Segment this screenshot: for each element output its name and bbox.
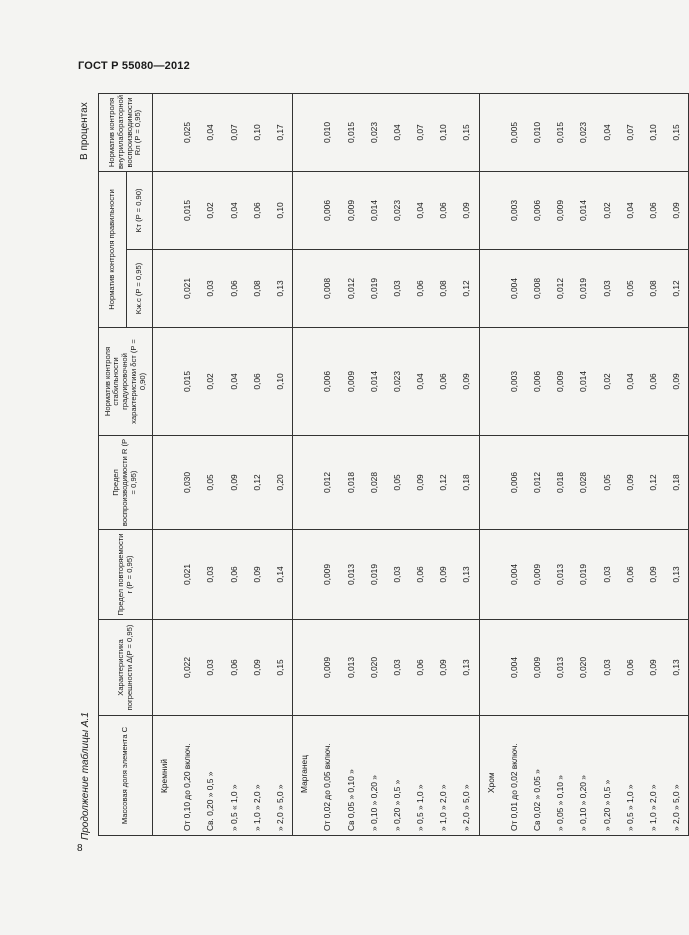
table-value: 0,010 — [322, 122, 333, 143]
table-value: 0,03 — [391, 659, 402, 676]
table-value: 0,08 — [647, 280, 658, 297]
table-value: 0,20 — [274, 474, 285, 491]
table-value: 0,028 — [368, 472, 379, 493]
table-value: 0,04 — [415, 202, 426, 219]
mass-fraction-range: Св 0,02 » 0,05 » — [532, 769, 542, 831]
table-value: 0,13 — [461, 659, 472, 676]
table-value: 0,09 — [671, 373, 682, 390]
table-value: 0,020 — [578, 657, 589, 678]
table-value: 0,019 — [578, 278, 589, 299]
table-value: 0,04 — [601, 124, 612, 141]
table-value: 0,03 — [601, 566, 612, 583]
table-value: 0,03 — [391, 280, 402, 297]
mass-fraction-range: » 0,20 » 0,5 » — [391, 779, 402, 831]
table-value: 0,004 — [508, 564, 519, 585]
value-cell-intralab — [293, 94, 480, 172]
mass-fraction-range: » 0,20 » 0,5 » — [601, 779, 612, 831]
table-value: 0,015 — [182, 371, 193, 392]
mass-fraction-range: » 0,5 « 1,0 » — [228, 784, 239, 831]
table-value: 0,08 — [438, 280, 449, 297]
table-value: 0,15 — [671, 124, 682, 141]
mass-fraction-range: » 2,0 » 5,0 » — [671, 784, 682, 831]
mass-fraction-range: От 0,10 до 0,20 включ. — [182, 743, 193, 831]
table-value: 0,006 — [532, 371, 542, 392]
value-cell-calib-stability — [479, 328, 689, 436]
value-cell-intralab — [479, 94, 689, 172]
table-value: 0,023 — [578, 122, 589, 143]
table-value: 0,04 — [205, 124, 216, 141]
mass-fraction-cell — [479, 716, 689, 836]
table-value: 0,023 — [391, 200, 402, 221]
table-value: 0,09 — [438, 659, 449, 676]
table-value: 0,15 — [274, 659, 285, 676]
table-value: 0,12 — [461, 280, 472, 297]
table-value: 0,03 — [601, 280, 612, 297]
table-value: 0,13 — [671, 659, 682, 676]
value-cell-repeatability — [153, 530, 293, 620]
value-cell-kt — [153, 172, 293, 250]
table-value: 0,009 — [345, 371, 356, 392]
continuation-label: Продолжение таблицы А.1 — [80, 712, 91, 840]
table-value: 0,06 — [624, 566, 635, 583]
table-value: 0,12 — [438, 474, 449, 491]
table-value: 0,09 — [251, 566, 262, 583]
table-value: 0,012 — [345, 278, 356, 299]
table-value: 0,004 — [508, 657, 519, 678]
table-value: 0,009 — [555, 200, 566, 221]
header-correctness: Норматив контроля правильности — [99, 172, 127, 328]
value-cell-error-char — [153, 620, 293, 716]
table-value: 0,02 — [601, 202, 612, 219]
header-calib-stability: Норматив контроля стабильности градуировочной характеристики δст (P = 0,90) — [99, 328, 153, 436]
table-value: 0,004 — [508, 278, 519, 299]
value-cell-kt — [479, 172, 689, 250]
table-value: 0,02 — [205, 202, 216, 219]
table-value: 0,17 — [274, 124, 285, 141]
table-value: 0,009 — [532, 564, 542, 585]
table-value: 0,06 — [415, 566, 426, 583]
table-value: 0,07 — [415, 124, 426, 141]
table-value: 0,023 — [368, 122, 379, 143]
table-value: 0,13 — [671, 566, 682, 583]
table-value: 0,09 — [647, 659, 658, 676]
mass-fraction-range: Св. 0,20 » 0,5 » — [205, 771, 216, 831]
data-table-rotated — [98, 94, 682, 836]
element-group-title: Хром — [485, 772, 496, 793]
mass-fraction-range: » 1,0 » 2,0 » — [438, 784, 449, 831]
mass-fraction-range: » 0,5 » 1,0 » — [624, 784, 635, 831]
table-value: 0,09 — [228, 474, 239, 491]
table-value: 0,04 — [415, 373, 426, 390]
mass-fraction-range: Св 0,05 » 0,10 » — [345, 769, 356, 831]
value-cell-calib-stability — [153, 328, 293, 436]
table-value: 0,028 — [578, 472, 589, 493]
value-cell-kt — [293, 172, 480, 250]
table-value: 0,09 — [438, 566, 449, 583]
table-value: 0,006 — [508, 472, 519, 493]
table-value: 0,03 — [601, 659, 612, 676]
table-value: 0,09 — [415, 474, 426, 491]
header-repeatability: Предел повторяемости r (P = 0,95) — [99, 530, 153, 620]
header-error-char: Характеристика погрешности ∆(P = 0,95) — [99, 620, 153, 716]
table-value: 0,04 — [624, 373, 635, 390]
table-value: 0,06 — [624, 659, 635, 676]
mass-fraction-range: » 0,10 » 0,20 » — [368, 775, 379, 831]
table-value: 0,06 — [415, 659, 426, 676]
table-value: 0,13 — [461, 566, 472, 583]
table-value: 0,05 — [205, 474, 216, 491]
mass-fraction-cell — [153, 716, 293, 836]
table-value: 0,019 — [368, 564, 379, 585]
mass-fraction-range: » 0,10 » 0,20 » — [578, 775, 589, 831]
table-value: 0,06 — [647, 373, 658, 390]
value-cell-repeatability — [479, 530, 689, 620]
value-cell-ksc — [293, 250, 480, 328]
value-cell-repeatability — [293, 530, 480, 620]
table-value: 0,05 — [624, 280, 635, 297]
table-value: 0,009 — [555, 371, 566, 392]
table-value: 0,06 — [228, 280, 239, 297]
table-value: 0,14 — [274, 566, 285, 583]
table-value: 0,12 — [671, 280, 682, 297]
table-value: 0,06 — [647, 202, 658, 219]
table-value: 0,04 — [391, 124, 402, 141]
table-value: 0,019 — [368, 278, 379, 299]
element-group-title: Кремний — [159, 759, 169, 793]
table-value: 0,05 — [601, 474, 612, 491]
mass-fraction-range: » 2,0 » 5,0 » — [461, 784, 472, 831]
table-value: 0,006 — [532, 200, 542, 221]
table-value: 0,013 — [345, 657, 356, 678]
table-value: 0,009 — [322, 564, 333, 585]
table-value: 0,006 — [322, 200, 333, 221]
header-kt: Kт (P = 0,90) — [127, 172, 153, 250]
table-value: 0,008 — [532, 278, 542, 299]
table-value: 0,04 — [228, 373, 239, 390]
mass-fraction-cell — [293, 716, 480, 836]
table-value: 0,013 — [555, 657, 566, 678]
table-value: 0,021 — [182, 278, 193, 299]
mass-fraction-range: » 2,0 » 5,0 » — [274, 784, 285, 831]
table-value: 0,010 — [532, 122, 542, 143]
table-value: 0,012 — [555, 278, 566, 299]
table-value: 0,022 — [182, 657, 193, 678]
table-value: 0,012 — [532, 472, 542, 493]
mass-fraction-range: От 0,01 до 0,02 включ. — [508, 743, 519, 831]
header-ksc: Kж.с (P = 0,95) — [127, 250, 153, 328]
table-value: 0,08 — [251, 280, 262, 297]
element-group-title: Марганец — [299, 755, 310, 793]
table-value: 0,13 — [274, 280, 285, 297]
table-value: 0,10 — [251, 124, 262, 141]
table-value: 0,09 — [461, 373, 472, 390]
value-cell-ksc — [153, 250, 293, 328]
table-value: 0,015 — [182, 200, 193, 221]
table-value: 0,10 — [438, 124, 449, 141]
value-cell-reproducibility — [479, 436, 689, 530]
table-group-row — [479, 94, 689, 836]
table-value: 0,09 — [624, 474, 635, 491]
table-value: 0,014 — [368, 200, 379, 221]
table-value: 0,06 — [251, 373, 262, 390]
table-value: 0,05 — [391, 474, 402, 491]
table-value: 0,06 — [438, 373, 449, 390]
table-value: 0,10 — [274, 202, 285, 219]
mass-fraction-range: » 1,0 » 2,0 » — [251, 784, 262, 831]
table-value: 0,07 — [624, 124, 635, 141]
table-value: 0,030 — [182, 472, 193, 493]
value-cell-ksc — [479, 250, 689, 328]
table-value: 0,009 — [532, 657, 542, 678]
table-value: 0,02 — [205, 373, 216, 390]
mass-fraction-range: » 0,05 » 0,10 » — [555, 775, 566, 831]
table-value: 0,15 — [461, 124, 472, 141]
table-value: 0,015 — [555, 122, 566, 143]
table-value: 0,014 — [578, 371, 589, 392]
mass-fraction-range: От 0,02 до 0,05 включ. — [322, 743, 333, 831]
value-cell-reproducibility — [293, 436, 480, 530]
table-value: 0,06 — [228, 566, 239, 583]
table-value: 0,06 — [251, 202, 262, 219]
table-value: 0,09 — [251, 659, 262, 676]
table-value: 0,02 — [601, 373, 612, 390]
table-group-row — [293, 94, 480, 836]
table-value: 0,008 — [322, 278, 333, 299]
table-value: 0,023 — [391, 371, 402, 392]
data-table — [98, 93, 689, 836]
table-value: 0,07 — [228, 124, 239, 141]
table-value: 0,04 — [228, 202, 239, 219]
table-value: 0,18 — [461, 474, 472, 491]
value-cell-calib-stability — [293, 328, 480, 436]
table-value: 0,10 — [647, 124, 658, 141]
mass-fraction-range: » 0,5 » 1,0 » — [415, 784, 426, 831]
table-value: 0,018 — [555, 472, 566, 493]
table-value: 0,09 — [671, 202, 682, 219]
table-value: 0,12 — [251, 474, 262, 491]
table-value: 0,014 — [368, 371, 379, 392]
table-value: 0,006 — [322, 371, 333, 392]
value-cell-error-char — [293, 620, 480, 716]
table-value: 0,06 — [415, 280, 426, 297]
header-mass-fraction: Массовая доля элемента C — [99, 716, 153, 836]
table-group-row — [153, 94, 293, 836]
document-title: ГОСТ Р 55080—2012 — [78, 60, 190, 72]
table-value: 0,025 — [182, 122, 193, 143]
table-value: 0,019 — [578, 564, 589, 585]
value-cell-error-char — [479, 620, 689, 716]
value-cell-reproducibility — [153, 436, 293, 530]
table-value: 0,009 — [345, 200, 356, 221]
table-value: 0,03 — [205, 280, 216, 297]
table-value: 0,013 — [555, 564, 566, 585]
table-value: 0,005 — [508, 122, 519, 143]
table-value: 0,06 — [438, 202, 449, 219]
table-value: 0,12 — [647, 474, 658, 491]
header-intralab: Норматив контроля внутрилабораторной воспроизводимости Rл (P = 0,95) — [99, 94, 153, 172]
table-value: 0,06 — [228, 659, 239, 676]
page-number: 8 — [77, 843, 83, 854]
header-reproducibility: Предел воспроизводимости R (P = 0,95) — [99, 436, 153, 530]
table-value: 0,015 — [345, 122, 356, 143]
table-value: 0,03 — [391, 566, 402, 583]
table-value: 0,021 — [182, 564, 193, 585]
table-value: 0,003 — [508, 371, 519, 392]
table-value: 0,003 — [508, 200, 519, 221]
mass-fraction-range: » 1,0 » 2,0 » — [647, 784, 658, 831]
table-value: 0,013 — [345, 564, 356, 585]
table-value: 0,020 — [368, 657, 379, 678]
table-value: 0,018 — [345, 472, 356, 493]
table-value: 0,009 — [322, 657, 333, 678]
value-cell-intralab — [153, 94, 293, 172]
table-value: 0,10 — [274, 373, 285, 390]
table-value: 0,09 — [647, 566, 658, 583]
table-value: 0,03 — [205, 659, 216, 676]
table-value: 0,09 — [461, 202, 472, 219]
table-value: 0,04 — [624, 202, 635, 219]
table-value: 0,012 — [322, 472, 333, 493]
table-value: 0,03 — [205, 566, 216, 583]
table-value: 0,18 — [671, 474, 682, 491]
units-label: В процентах — [79, 102, 90, 160]
table-value: 0,014 — [578, 200, 589, 221]
